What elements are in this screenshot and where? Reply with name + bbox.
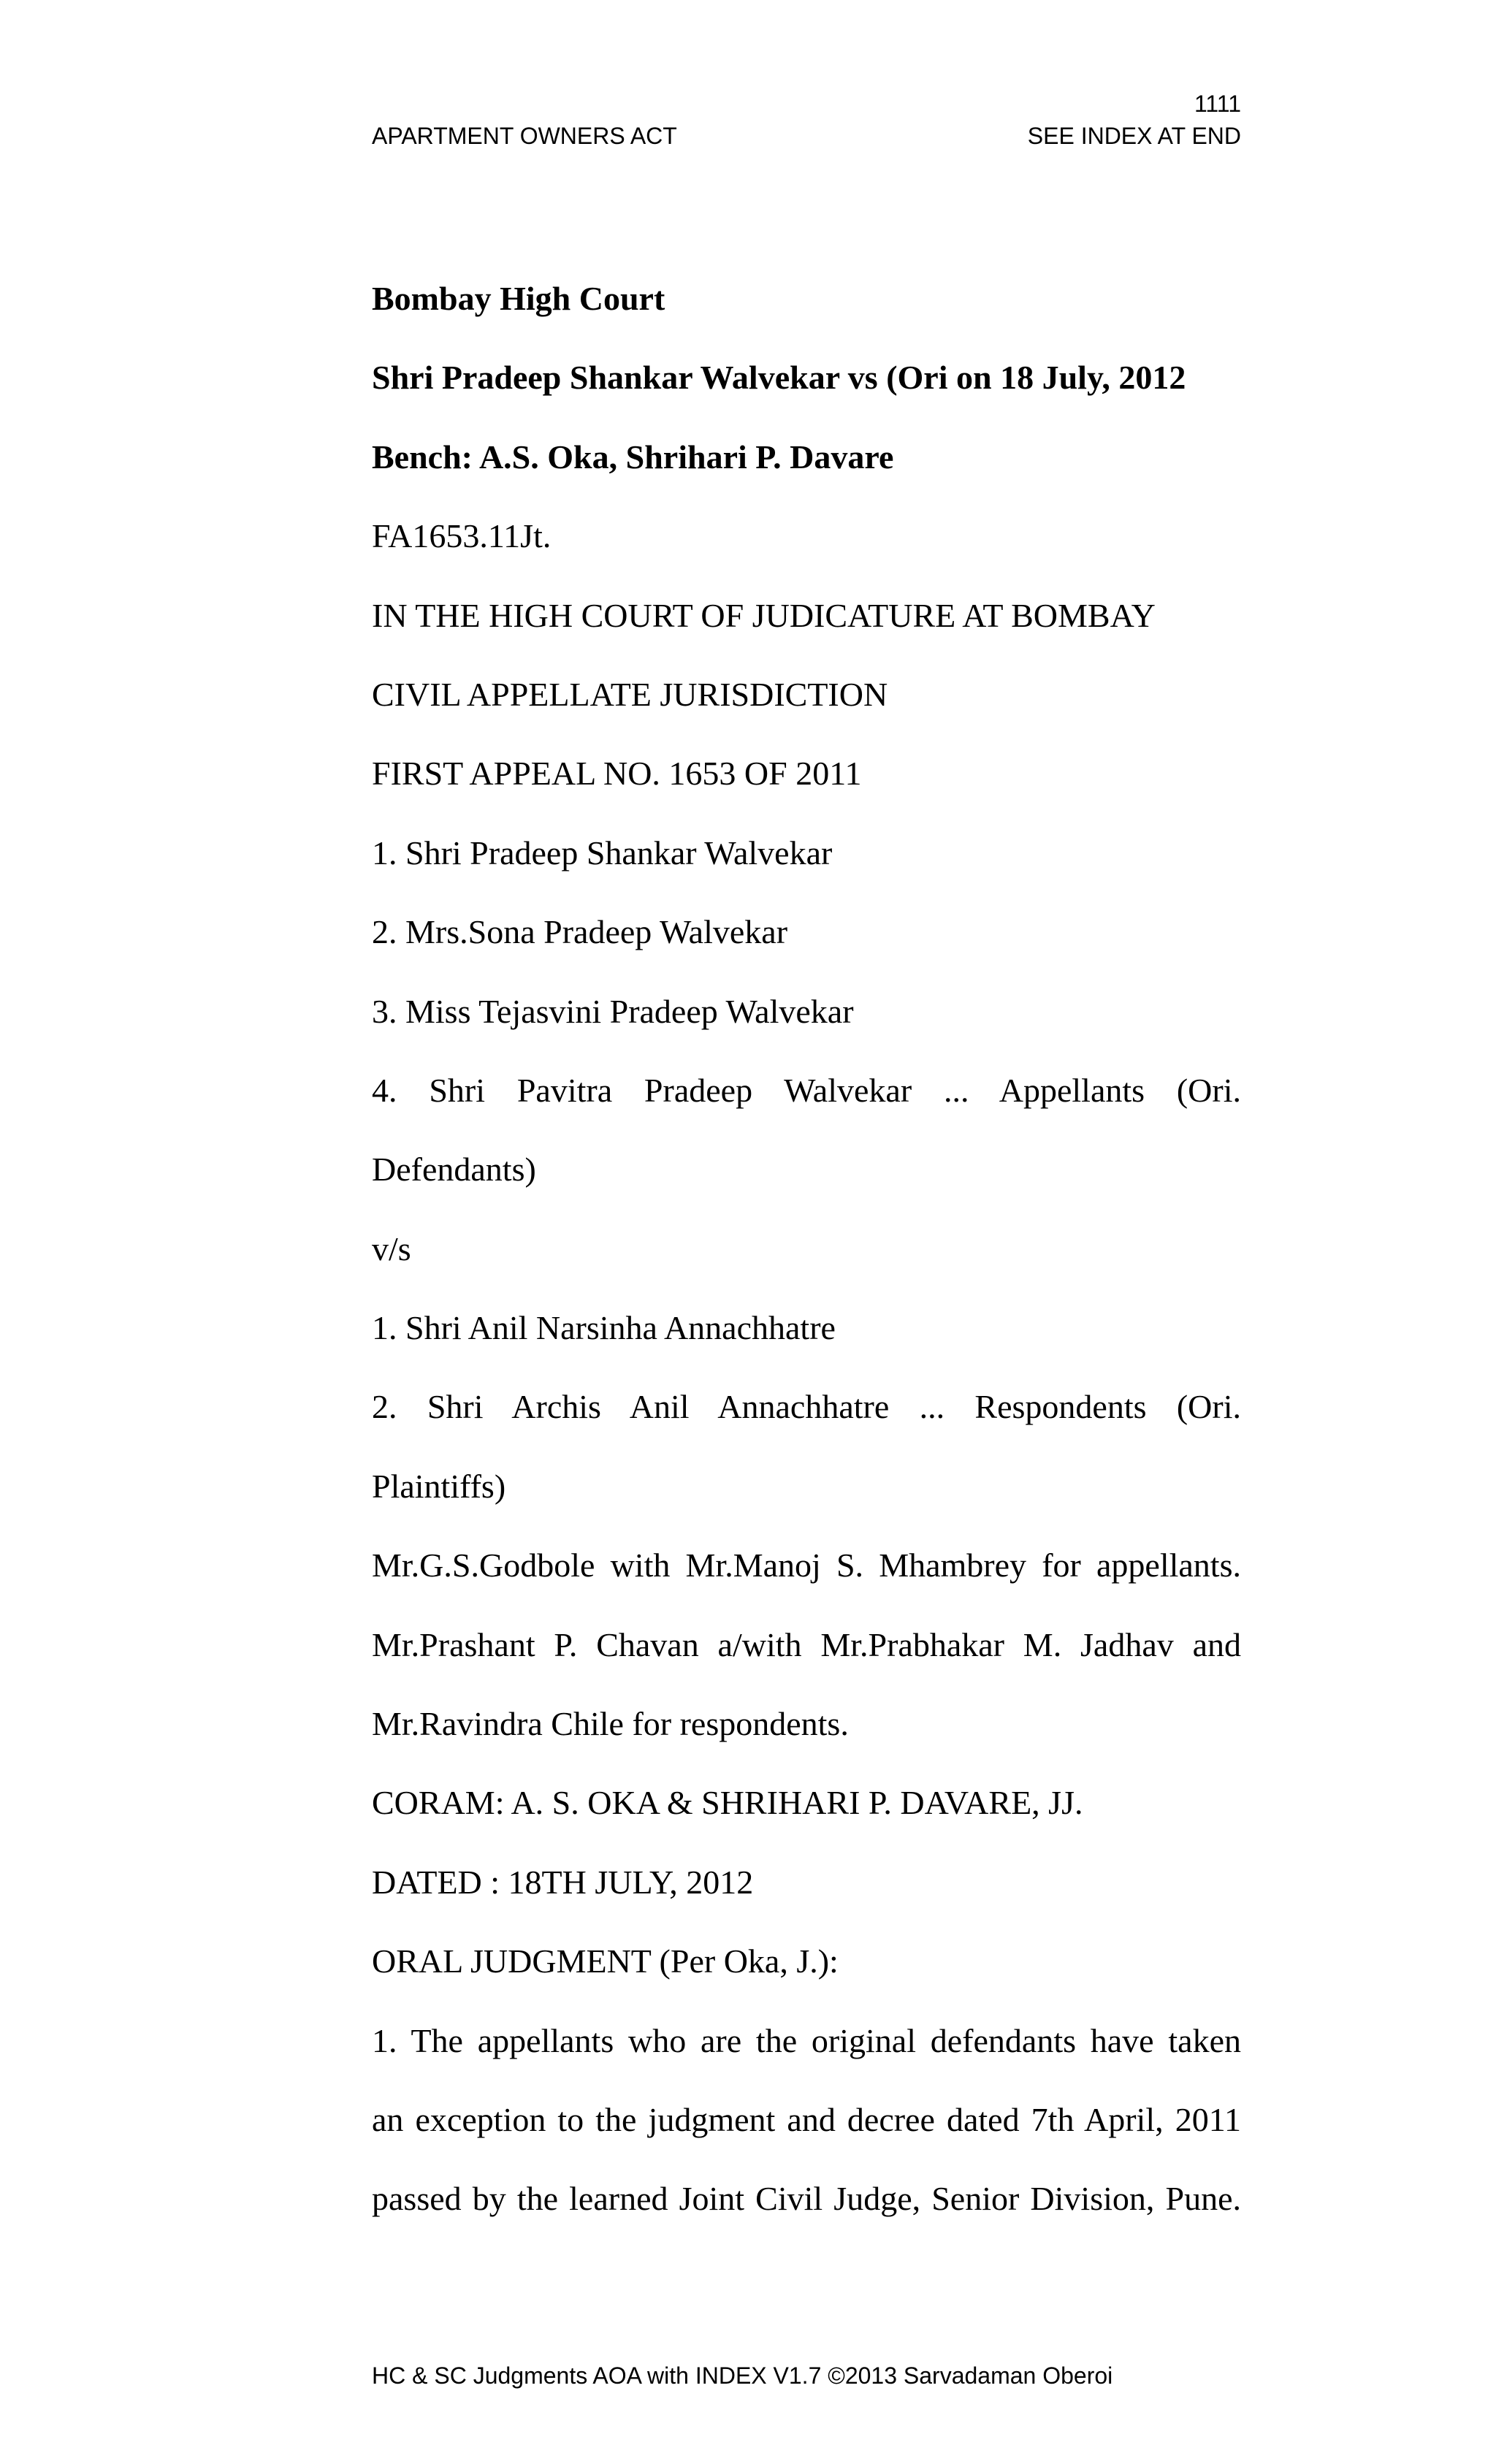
counsel-respondents-line-2: Mr.Ravindra Chile for respondents. [372,1705,849,1743]
appellant-2: 2. Mrs.Sona Pradeep Walvekar [372,913,788,951]
appellant-3: 3. Miss Tejasvini Pradeep Walvekar [372,992,854,1030]
case-title: Shri Pradeep Shankar Walvekar vs (Ori on 18 July, 2012 [372,359,1186,397]
counsel-appellants: Mr.G.S.Godbole with Mr.Manoj S. Mhambrey for appellants. [372,1546,1241,1584]
respondent-2-continued: Plaintiffs) [372,1467,506,1505]
versus: v/s [372,1229,411,1267]
running-header [372,121,1241,150]
respondent-1: 1. Shri Anil Narsinha Annachhatre [372,1309,836,1347]
header-right: SEE INDEX AT END [1027,123,1241,149]
header-left: APARTMENT OWNERS ACT [372,123,677,149]
judgment-heading: ORAL JUDGMENT (Per Oka, J.): [372,1942,839,1980]
counsel-respondents-line-1: Mr.Prashant P. Chavan a/with Mr.Prabhakar M. Jadhav and [372,1625,1241,1663]
document-body [372,259,1241,2239]
page-number: 1111 [1194,91,1241,117]
footer: HC & SC Judgments AOA with INDEX V1.7 ©2013 Sarvadaman Oberoi [372,2362,1113,2389]
jurisdiction: CIVIL APPELLATE JURISDICTION [372,675,888,713]
paragraph-1-line-1: 1. The appellants who are the original defendants have taken [372,2021,1241,2059]
appellant-1: 1. Shri Pradeep Shankar Walvekar [372,834,833,871]
paragraph-1-line-3: passed by the learned Joint Civil Judge, Senior Division, Pune. [372,2180,1241,2218]
respondent-2: 2. Shri Archis Anil Annachhatre ... Respondents (Ori. [372,1388,1241,1426]
appellant-4-continued: Defendants) [372,1151,536,1189]
file-reference: FA1653.11Jt. [372,517,552,555]
court-name: Bombay High Court [372,280,665,317]
bench: Bench: A.S. Oka, Shrihari P. Davare [372,438,894,476]
dated: DATED : 18TH JULY, 2012 [372,1863,754,1901]
paragraph-1-line-2: an exception to the judgment and decree dated 7th April, 2011 [372,2100,1241,2138]
coram: CORAM: A. S. OKA & SHRIHARI P. DAVARE, JJ. [372,1784,1083,1822]
appeal-number: FIRST APPEAL NO. 1653 OF 2011 [372,755,862,793]
court-full-name: IN THE HIGH COURT OF JUDICATURE AT BOMBAY [372,596,1156,634]
appellant-4: 4. Shri Pavitra Pradeep Walvekar ... Appellants (Ori. [372,1071,1241,1109]
